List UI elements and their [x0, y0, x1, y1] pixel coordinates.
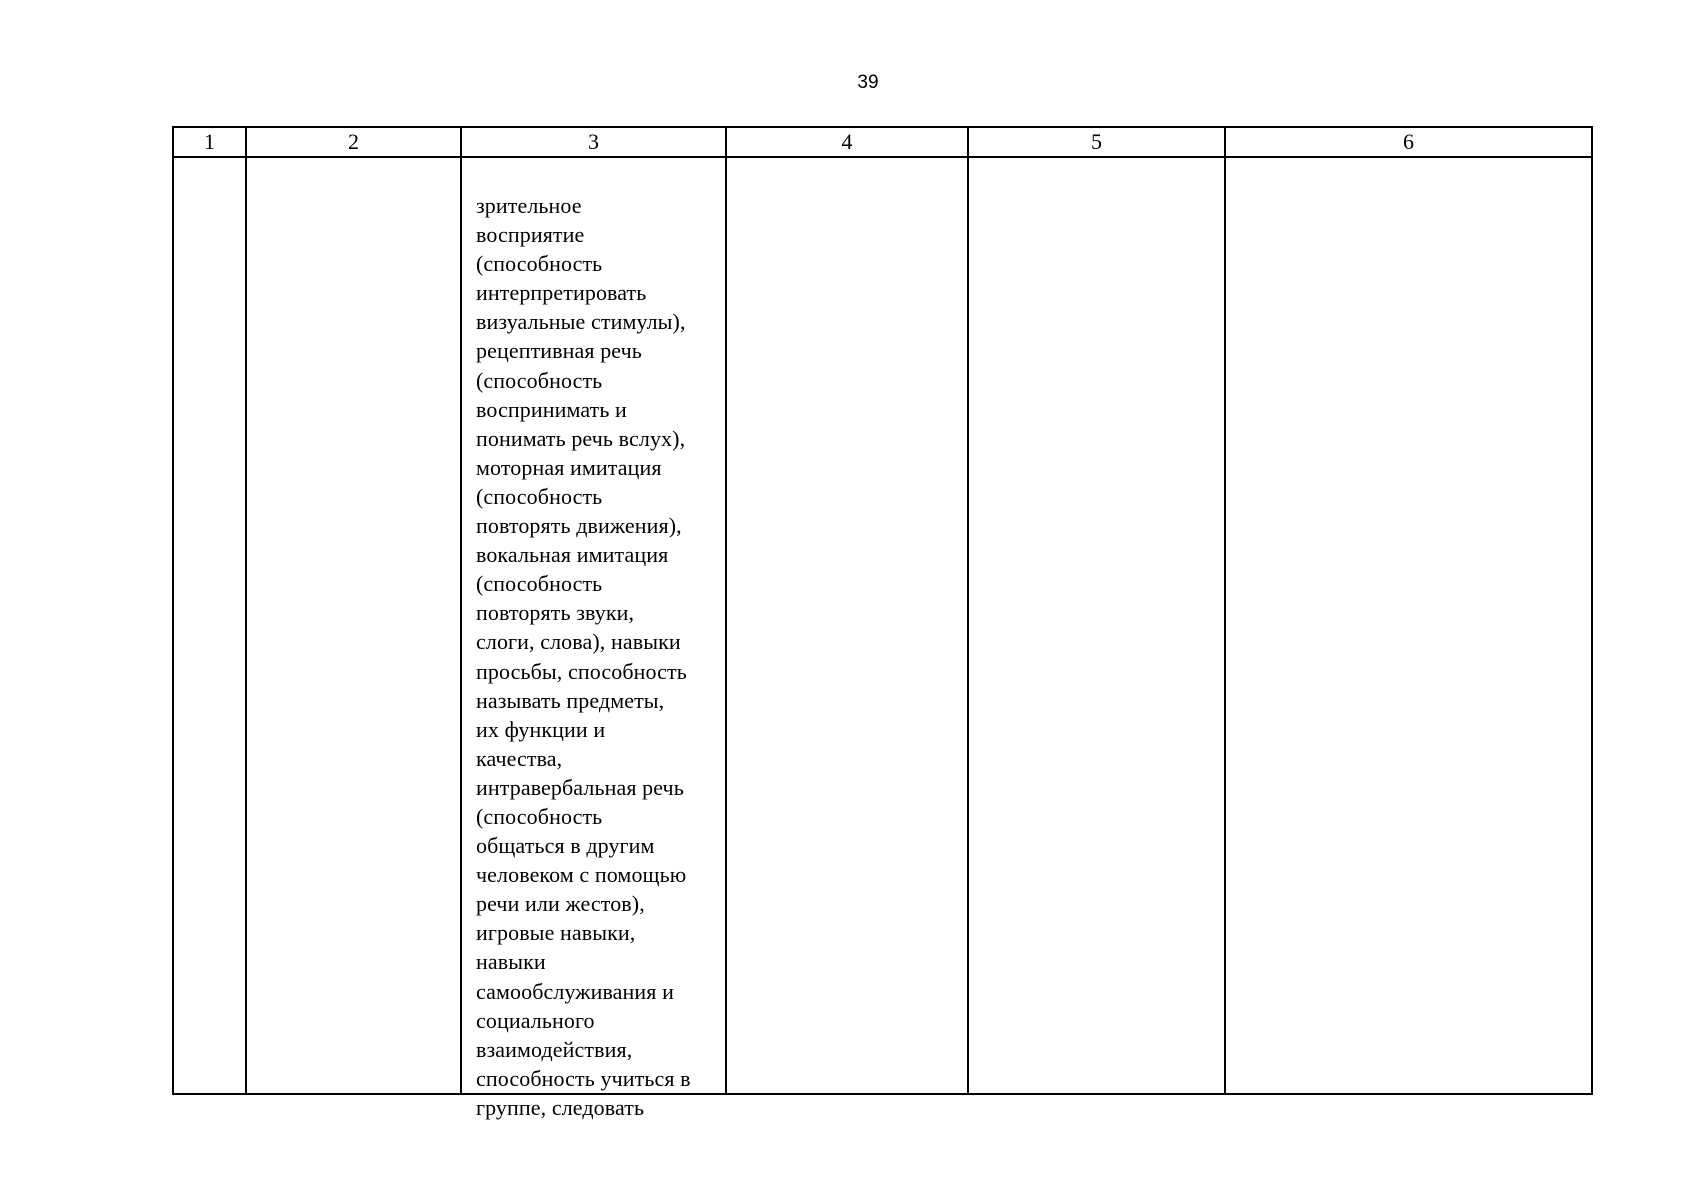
cell-text-line: визуальные стимулы),: [476, 309, 686, 335]
cell-text-line: интерпретировать: [476, 280, 647, 306]
cell-text-line: моторная имитация: [476, 454, 662, 480]
table-row: [173, 157, 1592, 1094]
document-table: [172, 126, 1593, 1120]
cell-text-line: взаимодействия,: [476, 1036, 633, 1062]
cell-text-line: называть предметы,: [476, 687, 665, 713]
cell-text-line: рецептивная речь: [476, 338, 642, 364]
cell-col-6: [1225, 157, 1592, 1094]
cell-col-4: [726, 157, 968, 1094]
column-header-2: 2: [246, 127, 461, 157]
cell-text-line: понимать речь вслух),: [476, 425, 686, 451]
cell-text-line: способность учиться в: [476, 1065, 691, 1091]
cell-text-line: социального: [476, 1007, 595, 1033]
cell-text-line: общаться в другим: [476, 833, 655, 859]
cell-text-line: воспринимать и: [476, 396, 627, 422]
cell-text-line: (способность: [476, 803, 603, 829]
cell-text-line: игровые навыки,: [476, 920, 636, 946]
cell-text-line: их функции и: [476, 716, 606, 742]
column-header-6: 6: [1225, 127, 1592, 157]
column-header-1: 1: [173, 127, 246, 157]
cell-text-line: восприятие: [476, 222, 585, 248]
cell-col-3-text: [476, 158, 691, 1122]
cell-col-1: [173, 157, 246, 1094]
cell-text-line: (способность: [476, 571, 603, 597]
column-header-4: 4: [726, 127, 968, 157]
cell-text-line: слоги, слова), навыки: [476, 629, 681, 655]
cell-text-line: группе, следовать: [476, 1094, 645, 1120]
cell-text-line: зрительное: [476, 193, 582, 218]
cell-text-line: навыки: [476, 949, 546, 975]
cell-text-line: самообслуживания и: [476, 978, 674, 1004]
table-header-row: [173, 127, 1592, 157]
cell-col-2: [246, 157, 461, 1094]
column-header-3: 3: [461, 127, 726, 157]
cell-text-line: речи или жестов),: [476, 891, 645, 917]
cell-col-5: [968, 157, 1225, 1094]
cell-text-line: повторять движения),: [476, 513, 682, 539]
cell-text-line: человеком с помощью: [476, 862, 687, 888]
cell-text-line: повторять звуки,: [476, 600, 635, 626]
cell-col-3: [461, 157, 726, 1120]
page-number: 39: [857, 72, 879, 93]
cell-text-line: качества,: [476, 745, 563, 771]
cell-text-line: интравербальная речь: [476, 774, 684, 800]
column-header-5: 5: [968, 127, 1225, 157]
cell-text-line: (способность: [476, 483, 603, 509]
cell-text-line: просьбы, способность: [476, 658, 687, 684]
cell-text-line: (способность: [476, 251, 603, 277]
cell-text-line: (способность: [476, 367, 603, 393]
cell-text-line: вокальная имитация: [476, 542, 669, 568]
